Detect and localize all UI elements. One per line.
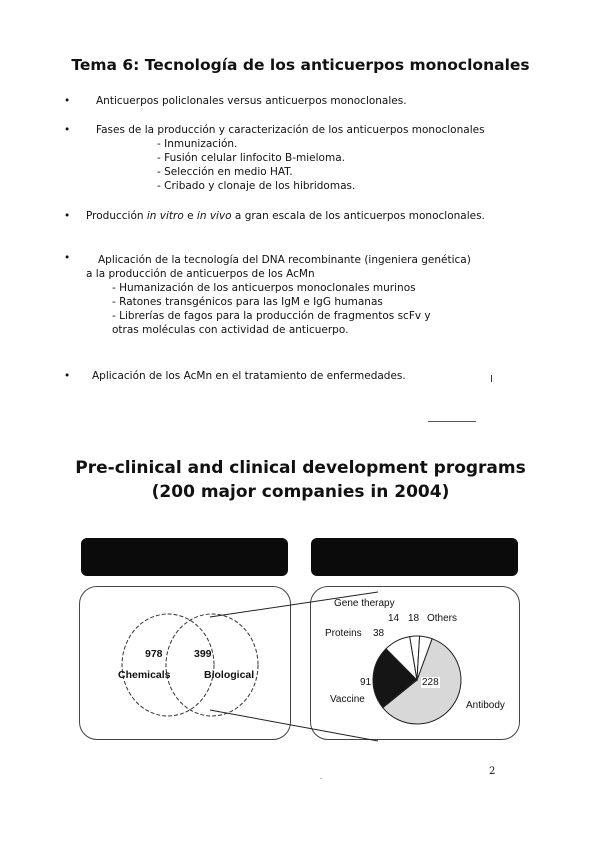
bullet-icon: • — [64, 210, 71, 222]
page-number: 2 — [489, 766, 496, 777]
connector-line-bottom — [210, 710, 378, 741]
bullet-3-text: Producción in vitro e in vivo a gran escala de los anticuerpos monoclonales. — [86, 210, 485, 222]
pie-value-vaccine: 91 — [360, 677, 372, 688]
venn-circle-chemicals — [122, 614, 214, 716]
venn-circle-biological — [166, 614, 258, 716]
pie-label-antibody: Antibody — [466, 700, 505, 711]
scan-dot: . — [320, 774, 322, 781]
subitem: - Cribado y clonaje de los hibridomas. — [157, 180, 356, 192]
pie-label-others: Others — [427, 613, 458, 624]
subitem: - Ratones transgénicos para las IgM e IgG humanas — [112, 296, 383, 308]
subitem: - Librerías de fagos para la producción de fragmentos scFv y — [112, 310, 431, 322]
bullet-icon: • — [64, 370, 71, 382]
figure-title-line1: Pre-clinical and clinical development programs — [75, 458, 526, 478]
subitem: - Selección en medio HAT. — [157, 166, 293, 178]
biological-count: 399 — [194, 648, 212, 660]
pie-label-gene-therapy: Gene therapy — [334, 598, 395, 609]
pie-chart — [373, 636, 461, 724]
biological-label: Biological — [204, 669, 255, 681]
pie-value-antibody: 228 — [422, 677, 439, 688]
page-title: Tema 6: Tecnología de los anticuerpos monoclonales — [71, 56, 530, 74]
subitem: otras moléculas con actividad de anticuerpo. — [112, 324, 349, 336]
bullet-1-text: Anticuerpos policlonales versus anticuerpos monoclonales. — [96, 95, 407, 107]
bullet-icon: • — [64, 95, 71, 107]
bullet-2-text: Fases de la producción y caracterización de los anticuerpos monoclonales — [96, 124, 485, 136]
chemicals-count: 978 — [145, 648, 163, 660]
subitem: - Fusión celular linfocito B-mieloma. — [157, 152, 345, 164]
pie-value-proteins: 38 — [373, 628, 385, 639]
bullet-icon: • — [64, 124, 71, 136]
subitem: - Inmunización. — [157, 138, 238, 150]
bullet-icon: • — [64, 252, 71, 264]
bullet-5-text: Aplicación de los AcMn en el tratamiento de enfermedades. — [92, 370, 406, 382]
pie-value-gene-therapy: 14 — [388, 613, 400, 624]
figure-title-line2: (200 major companies in 2004) — [151, 482, 450, 502]
pie-label-proteins: Proteins — [325, 628, 362, 639]
pie-value-others: 18 — [408, 613, 420, 624]
subitem: - Humanización de los anticuerpos monoclonales murinos — [112, 282, 416, 294]
pie-label-vaccine: Vaccine — [330, 694, 365, 705]
bullet-4-text-cont: a la producción de anticuerpos de los AcMn — [86, 268, 315, 280]
bullet-4-text: Aplicación de la tecnología del DNA recombinante (ingeniera genética) — [98, 254, 471, 266]
chemicals-label: Chemicals — [118, 669, 171, 681]
